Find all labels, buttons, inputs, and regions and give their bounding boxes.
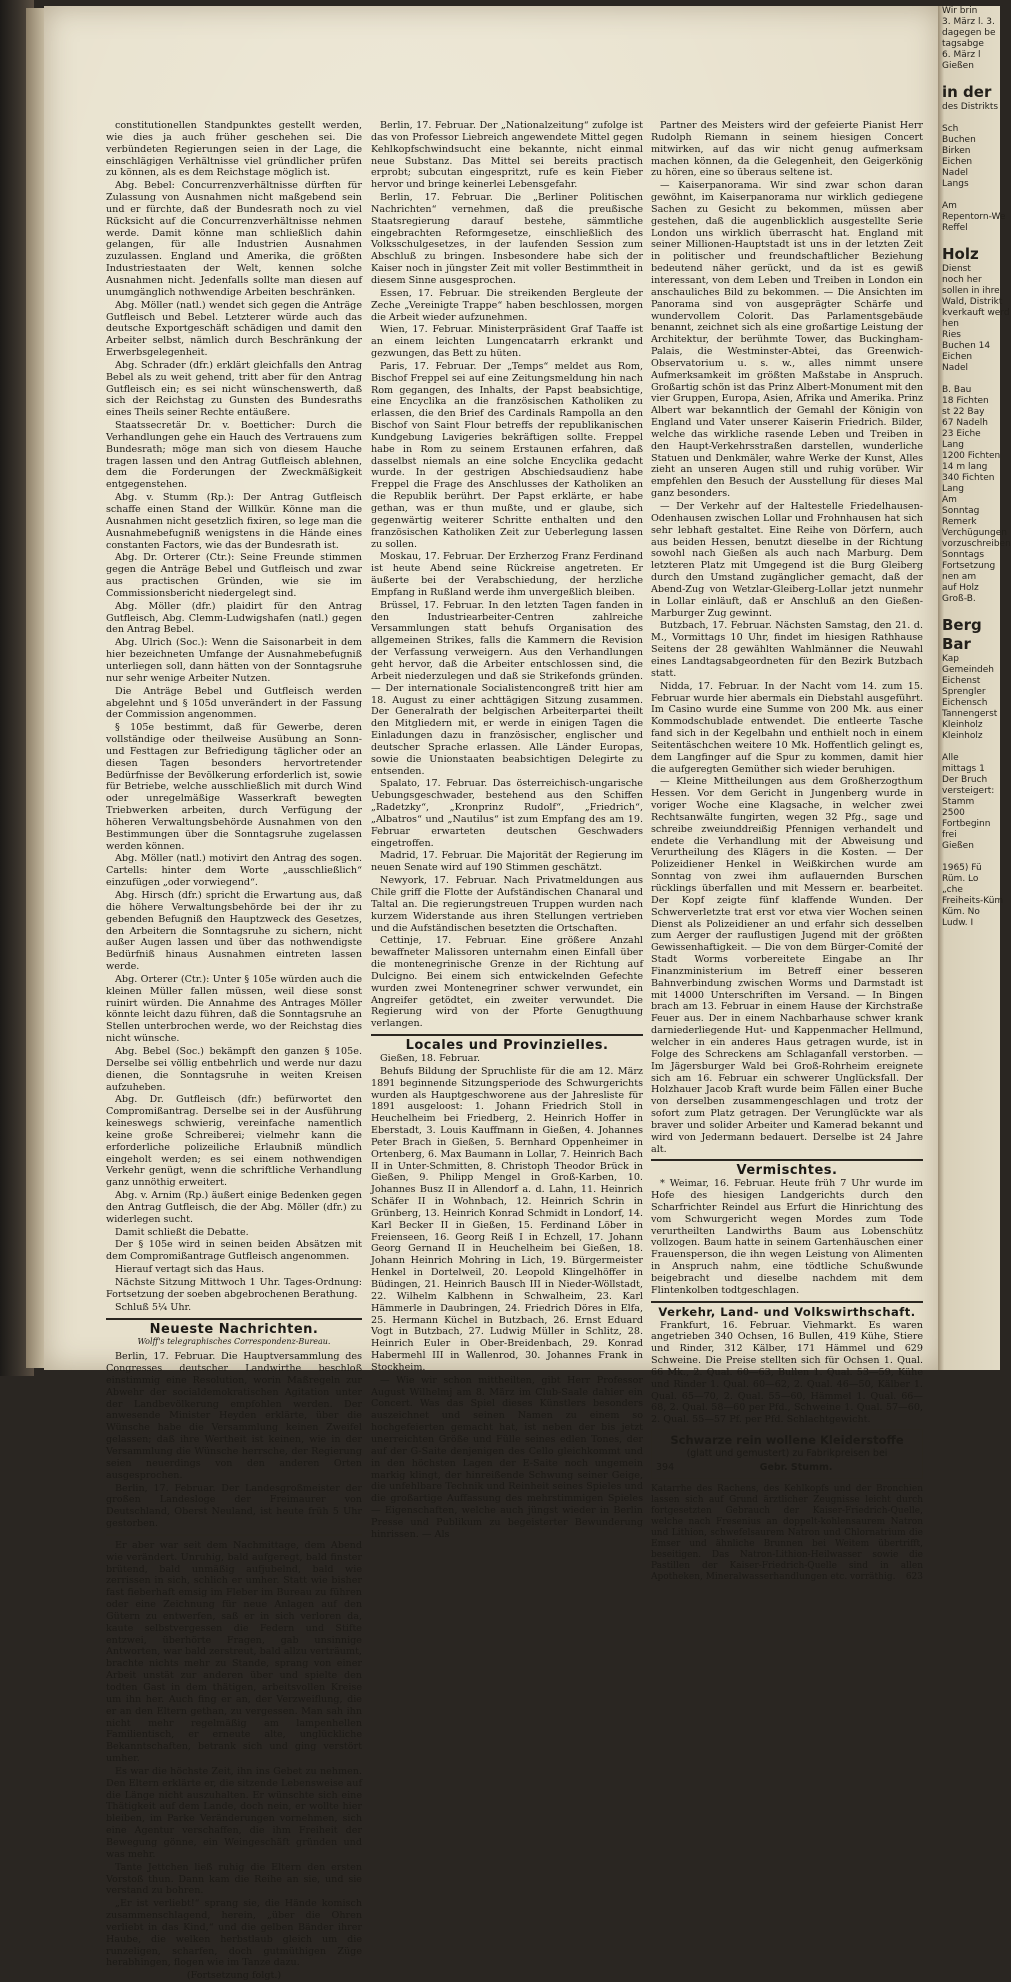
divider bbox=[651, 1159, 923, 1161]
right-page-line bbox=[942, 374, 1002, 385]
right-page-line: noch her bbox=[942, 275, 982, 285]
right-page-line: Fortbeginn bbox=[942, 819, 991, 829]
right-page-line: Kap bbox=[942, 654, 959, 664]
divider bbox=[106, 1534, 362, 1536]
article-paragraph: Die Anträge Bebel und Gutfleisch werden abgelehnt und § 105d unverändert in der Fassung der Commission angenommen. bbox=[106, 685, 362, 721]
news-agency-line: Wolff's telegraphisches Correspondenz-Bureau. bbox=[137, 1337, 331, 1347]
right-page-line: versteigert: bbox=[942, 786, 995, 796]
market-report: Frankfurt, 16. Februar. Viehmarkt. Es waren angetrieben 340 Ochsen, 16 Bullen, 419 Kühe, Stiere und Rinder, 312 Kälber, 171 Hämmel und 629 Schweine. Die Preise stellten sich für Ochsen 1. Qual. 66 Mk., 2. Qual. 60—63, Bullen 1. Qual. 53—59, Kühe und Rinder 1. Qual. 60—62, 2. Qual. 46—50, Kälber 1. Qual. 65—70, 2. Qual. 55—60, Hämmel 1. Qual. 66—68, 2. Qual. 58—60 per Pfd., Schweine 1. Qual. 57—60, 2. Qual. 55—57 Pf. per Pfd. Schlachtgewicht. bbox=[651, 1319, 923, 1426]
article-paragraph: Abg. Bebel: Concurrenzverhältnisse dürften für Zulassung von Ausnahmen nicht maßgebend sein und er fürchte, daß der Bundesrath noch zu viel Rücksicht auf die Concurrenzverhältnisse nehmen werde. Damit könne man schließlich dahin gelangen, für alle Industrien Ausnahmen zuzulassen. England und Amerika, die größten Industriestaaten der Welt, kennen solche Ausnahmen nicht. Jedenfalls sollte man diesen auf unumgänglich nothwendige Arbeiten beschränken. bbox=[106, 180, 362, 298]
parliament-report bbox=[106, 120, 362, 1314]
right-page-line: 2500 bbox=[942, 808, 965, 818]
right-page-line: Dienst bbox=[942, 264, 971, 274]
right-page-line: frei bbox=[942, 830, 957, 840]
right-page-line: Ries bbox=[942, 330, 961, 340]
news-item: Cettinje, 17. Februar. Eine größere Anzahl bewaffneter Malissoren unternahm einen Einfall über die montenegrinische Grenze in der Richtung auf Dulcigno. Bei einem sich entwickelnden Gefechte wurden zwei Montenegriner schwer verwundet, ein Angreifer getödtet, ein zweiter verwundet. Die Regierung wird von der Pforte Genugthuung verlangen. bbox=[371, 935, 643, 1030]
right-page-line: Bar bbox=[942, 635, 971, 653]
right-page-line: Kleinholz bbox=[942, 720, 983, 730]
right-page-line: Groß-B. bbox=[942, 594, 976, 604]
article-paragraph: Abg. Dr. Gutfleisch (dfr.) befürwortet den Compromißantrag. Derselbe sei in der Ausführung keineswegs schwierig, vereinfache namentlich keine große Schreiberei; vielmehr kann die erforderliche polizeiliche Erlaubniß mündlich eingeholt werden; es sei einem nothwendigen Verkehr genügt, wenn die schriftliche Verhandlung ganz unnöthig erweitert. bbox=[106, 1094, 362, 1189]
article-paragraph: Abg. Orterer (Ctr.): Unter § 105e würden auch die kleinen Müller fallen müssen, weil diese sonst ruinirt würden. Die Annahme des Antrages Möller könnte leicht dazu führen, daß die Sonntagsruhe an Stellen unterbrochen werde, wo der Reichstag dies nicht wünsche. bbox=[106, 973, 362, 1045]
ad-headline: Schwarze rein wollene Kleiderstoffe bbox=[670, 1433, 904, 1448]
ad-firm: Gebr. Stumm. bbox=[759, 1462, 833, 1474]
local-item: Partner des Meisters wird der gefeierte Pianist Herr Rudolph Riemann in seinem hiesigen Concert mitwirken, auf das wir nicht genug aufmerksam machen können, da die Gelegenheit, den Geigerkönig zu hören, eine so überaus seltene ist. bbox=[651, 120, 923, 179]
article-paragraph: Abg. Hirsch (dfr.) spricht die Erwartung aus, daß die höhere Verwaltungsbehörde bei der ihr zu gebenden Befugniß den Hauptzweck des Gesetzes, den Arbeitern die Sonntagsruhe zu sichern, nicht außer Augen lassen und über das nothwendigste Bedürfniß hinaus Ausnahmen eintreten lassen werde. bbox=[106, 890, 362, 973]
ad2-text: Katarrhe des Rachens, des Kehlkopfs und der Bronchien lassen sich auf Grund ärztlicher Zeugnisse leicht durch fortgesetzten Gebrauch der Kaiser-Friedrich-Quelle, welche nach Fresenius an doppelt-kohlensaurem Natron und Lithion, schwefelsaurem Natron und Chlornatrium die Emser und ähnliche Brunnen bei Weitem übertrifft, beseitigen. Das Natron-Lithion-Heilwasser sowie die Pastillen der Kaiser-Friedrich-Quelle sind in allen Apotheken, Mineralwasserhandlungen etc. vorräthig. bbox=[651, 1484, 923, 1583]
article-paragraph: constitutionellen Standpunktes gestellt werden, wie dies ja auch früher geschehen sei. Die verbündeten Regierungen seien in der Lage, die einschlägigen Verhältnisse viel gründlicher prüfen zu können, als es dem Reichstage möglich ist. bbox=[106, 120, 362, 179]
right-page-line: Küm. No bbox=[942, 907, 980, 917]
local-news-continued bbox=[651, 120, 923, 1155]
news-item: Newyork, 17. Februar. Nach Privatmeldungen aus Chile griff die Flotte der Aufständischen Chanaral und Taltal an. Die regierungstreuen Truppen wurden nach kurzem Widerstande aus ihren Stellungen vertrieben und die Aufständischen besetzten die Ortschaften. bbox=[371, 875, 643, 934]
news-item: Berlin, 17. Februar. Die „Berliner Politischen Nachrichten“ vernehmen, daß die preußische Staatsregierung darauf bestehe, sämmtliche eingebrachten Reformgesetze, einschließlich des Volksschulgesetzes, in der laufenden Session zum Abschluß zu bringen. Insbesondere habe sich der Kaiser noch in jüngster Zeit mit voller Bestimmtheit in diesem Sinne ausgesprochen. bbox=[371, 192, 643, 286]
right-page-line: Gießen bbox=[942, 61, 974, 71]
right-page-line: Eichenst bbox=[942, 676, 981, 686]
right-page-line: 340 Fichten bbox=[942, 473, 995, 483]
right-page-line: Birken bbox=[942, 146, 971, 156]
right-page-line: B. Bau bbox=[942, 385, 972, 395]
article-paragraph: Abg. Schrader (dfr.) erklärt gleichfalls den Antrag Bebel als zu weit gehend, tritt aber für den Antrag Gutfleisch ein; es sei nicht wünschenswerth, daß sich der Reichstag zu Gunsten des Bundesraths eines Theils seiner Rechte entäußere. bbox=[106, 359, 362, 419]
story-paragraph: Es war die höchste Zeit, ihn ins Gebet zu nehmen. Den Eltern erklärte er, die sitzende Lebensweise auf die Länge nicht auszuhalten. Er wünschte sich eine Thätigkeit auf dem Lande, doch nein, er wollte hier bleiben, im Parke Veränderungen vornehmen, sich eine Agentur verschaffen, die ihm Freiheit der Bewegung gönne, ein Weingeschäft gründen und was mehr. bbox=[106, 1765, 362, 1860]
right-page-line: Freiheits-Küm bbox=[942, 896, 1004, 906]
right-page-line: Sonntags bbox=[942, 550, 985, 560]
right-page-line: Reffel bbox=[942, 223, 968, 233]
local-item: — Wie wir schon mittheilten, gibt Herr Professor August Wilhelmj am 8. März im Club-Saale dahier ein Concert. Was das Spiel dieses Künstlers besonders auszeichnet und seinen Namen zu einem so hochgefeierten gemacht hat, ist neben der bis jetzt unerreichten Größe und Fülle seines edlen Tones, der auf der G-Saite denjenigen des Cello gleichkommt und in den höchsten Lagen der E-Saite noch ungemein markig klingt, der hinreißende Schwung seiner Geige, die unfehlbare Technik und Reinheit seines Spieles und die großartige Auffassung des mehrstimmigen Spieles — Eigenschaften, welche auch jüngst wieder in Berlin Presse und Publikum zu begeisterter Bewunderung hinrissen. — Als bbox=[371, 1374, 643, 1540]
right-page-line: Lang bbox=[942, 440, 964, 450]
newspaper-page bbox=[44, 6, 940, 1982]
right-page-line: Stamm bbox=[942, 797, 975, 807]
article-paragraph: Abg. Möller (natl.) motivirt den Antrag des sogen. Cartells: hinter dem Worte „ausschließlich“ einzufügen „oder vorwiegend“. bbox=[106, 853, 362, 889]
section-heading-news: Neueste Nachrichten. bbox=[149, 1321, 319, 1337]
article-paragraph: Schluß 5¼ Uhr. bbox=[115, 1301, 192, 1313]
right-page-line bbox=[942, 234, 1002, 245]
article-paragraph: Der § 105e wird in seinen beiden Absätzen mit dem Compromißantrage Gutfleisch angenommen. bbox=[106, 1239, 362, 1263]
right-page-edge bbox=[938, 6, 1011, 1370]
section-heading-locales: Locales und Provinzielles. bbox=[405, 1038, 609, 1054]
right-page-line: „che bbox=[942, 885, 963, 895]
right-page-line: 6. März l bbox=[942, 50, 981, 60]
news-item: Moskau, 17. Februar. Der Erzherzog Franz Ferdinand ist heute Abend seine Rückreise angetreten. Er äußerte bei der Verabschiedung, der herzliche Empfang in Rußland werde ihm unvergeßlich bleiben. bbox=[371, 551, 643, 598]
article-paragraph: Nächste Sitzung Mittwoch 1 Uhr. Tages-Ordnung: Fortsetzung der soeben abgebrochenen Berathung. bbox=[106, 1277, 362, 1300]
right-page-fragments bbox=[942, 6, 1011, 929]
story-paragraph: Tante Jettchen ließ ruhig die Eltern den ersten Vorstoß thun. Dann kam die Reihe an sie, und sie verstand zu bohren. bbox=[106, 1861, 362, 1897]
right-page-line: Nadel bbox=[942, 168, 968, 178]
advertisement-stumm bbox=[651, 1429, 923, 1479]
ad-number: 394 bbox=[656, 1462, 675, 1474]
telegram-news bbox=[371, 120, 643, 1030]
right-page-line: Ludw. I bbox=[942, 918, 974, 928]
left-page-edge bbox=[26, 8, 46, 1368]
right-page-line: vorzuschreiben bbox=[942, 539, 1011, 549]
vermischtes-article: * Weimar, 16. Februar. Heute früh 7 Uhr wurde im Hofe des hiesigen Landgerichts durch den Scharfrichter Reindel aus Erfurt die Hinrichtung des vom Schwurgericht wegen Mordes zum Tode verurtheilten Landwirths Baum aus Lobenschütz vollzogen. Baum hatte in seinem Gartenhäuschen einer Frauensperson, die ihn wegen Leistung von Alimenten in Anspruch nahm, eine tödtliche Schußwunde beigebracht und dieselbe nachdem mit dem Flintenkolben todtgeschlagen. bbox=[651, 1178, 923, 1296]
story-paragraph: Er aber war seit dem Nachmittage, dem Abend wie verändert. Unruhig, bald aufgeregt, bald finster brütend, bald unmäßig aufjubelnd, bald wie zerrissen in sich, schlich er umher. Statt wie bisher fast fieberhaft emsig im Fleber im Bureau zu führen oder eine Zeichnung für neue Anlagen auf den Gütern zu entwerfen, saß er in sich verloren da, kaute selbstvergessen die Federn und Stifte entzwei, überhörte Fragen, gab unsinnige Antworten, war bald zerstreut, bald allzu verträumt, brachte nichts mehr zu Stande, sprang von einer Arbeit unstät zur anderen über und spielte den todten Gast in dem thätigen, arbeitsvollen Kreise um ihn her. Auch fing er an, der Verzweiflung, die er an den Eltern gethan, zu vergessen. Man sah ihn nicht mehr regelmäßig am lampenhellen Familientisch, er erneute alte, unglückliche Bekanntschaften, betrank sich und ging verstört umher. bbox=[106, 1539, 362, 1765]
news-item: Essen, 17. Februar. Die streikenden Bergleute der Zeche „Vereinigte Trappe“ haben beschlossen, morgen die Arbeit wieder aufzunehmen. bbox=[371, 287, 643, 323]
article-paragraph: Abg. Bebel (Soc.) bekämpft den ganzen § 105e. Derselbe sei völlig entbehrlich und werde nur dazu dienen, die Sonntagsruhe in weiten Kreisen aufzuheben. bbox=[106, 1045, 362, 1093]
section-heading-market: Verkehr, Land- und Volkswirthschaft. bbox=[658, 1304, 916, 1319]
right-page-line: sollen in ihre bbox=[942, 286, 1000, 296]
right-page-line: Verchügungen bbox=[942, 528, 1007, 538]
right-page-line: Rüm. Lo bbox=[942, 874, 979, 884]
right-page-line: Gießen bbox=[942, 841, 974, 851]
local-news bbox=[371, 1053, 643, 1541]
article-paragraph: Hierauf vertagt sich das Haus. bbox=[115, 1264, 265, 1276]
article-paragraph: Damit schließt die Debatte. bbox=[115, 1226, 249, 1238]
divider bbox=[371, 1034, 643, 1036]
right-page-line: Fortsetzung bbox=[942, 561, 996, 571]
right-page-line: Kleinholz bbox=[942, 731, 983, 741]
right-page-line: 3. März l. 3. bbox=[942, 17, 995, 27]
right-page-line: Repentorn-We bbox=[942, 212, 1006, 222]
right-page-line: Holz bbox=[942, 245, 979, 263]
right-page-line: Sprengler bbox=[942, 687, 986, 697]
right-page-line: kverkauft werd bbox=[942, 308, 1010, 318]
right-page-line: Eichen bbox=[942, 352, 973, 362]
news-item: Wien, 17. Februar. Ministerpräsident Graf Taaffe ist an einem leichten Lungencatarrh erkrankt und gezwungen, das Bett zu hüten. bbox=[371, 324, 643, 360]
article-paragraph: Abg. Möller (dfr.) plaidirt für den Antrag Gutfleisch, Abg. Clemm-Ludwigshafen (natl.) gegen den Antrag Bebel. bbox=[106, 600, 362, 636]
article-paragraph: Staatssecretär Dr. v. Boetticher: Durch die Verhandlungen gehe ein Hauch des Vertrauens zum Bundesrath; möge man sich von diesem Hauche tragen lassen und den Antrag Gutfleisch ablehnen, dem die Forderungen der Zweckmäßigkeit entgegenstehen. bbox=[106, 420, 362, 491]
right-page-line: Sch bbox=[942, 124, 959, 134]
right-page-line bbox=[942, 113, 1002, 124]
right-page-line: nen am bbox=[942, 572, 977, 582]
story-continuation: (Fortsetzung folgt.) bbox=[186, 1970, 282, 1982]
right-page-line: st 22 Bay bbox=[942, 407, 985, 417]
right-page-line bbox=[942, 742, 1002, 753]
article-paragraph: Abg. v. Stumm (Rp.): Der Antrag Gutfleisch schaffe einen Stand der Willkür. Könne man die Ausnahmen nicht gesetzlich fixiren, so lege man die Ausnahmebefugniß wenigstens in die Hände eines constanten Factors, wie das der Bundesrath ist. bbox=[106, 492, 362, 551]
local-item: — Kleine Mittheilungen aus dem Großherzogthum Hessen. Vor dem Gericht in Jungenberg wurde in voriger Woche eine Klagsache, in welcher zwei Rechtsanwälte fungirten, wegen 32 Pfg., sage und schreibe zweiunddreißig Pfennigen verhandelt und endete die Verhandlung mit der Abweisung und Verurtheilung des Klägers in die Kosten. — Der Polizeidiener Henkel in Weißkirchen wurde am Sonntag von zwei ihm auflauernden Burschen rücklings überfallen und mit Messern er. bearbeitet. Der Kopf zeigte fünf klaffende Wunden. Der Schwerverletzte trat erst vor etwa vier Wochen seinen Dienst als Polizeidiener an und erfahr sich desselben zum Aerger der rauflustigen Jugend mit der größten Gewissenhaftigkeit. — Die von dem Bürger-Comité der Stadt Worms vorbereitete Eingabe an Ihr Finanzministerium im Betreff einer besseren Bahnverbindung zwischen Worms und Darmstadt ist mit 14000 Unterschriften im Versand. — In Bingen brach am 13. Februar in einem Hause der Kirchstraße Feuer aus. Der in einem Nachbarhause schwer krank darniederliegende Hut- und Kappenmacher Hellmund, welcher in ein anderes Haus getragen wurde, ist in Folge des Schreckens am Schlaganfall verstorben. — Im Jägersburger Wald bei Groß-Rohrheim ereignete sich am 16. Februar ein schwerer Unglücksfall. Der Holzhauer Jacob Kraft wurde beim Fällen einer Buche von derselben zusammengeschlagen und trotz der sofort zum Platz getragen. Der Verunglückte war als braver und solider Arbeiter und Kamerad bekannt und wird von Jedermann bedauert. Derselbe ist 24 Jahre alt. bbox=[651, 776, 923, 1155]
ad-subline: (glatt und gemustert) zu Fabrikpreisen bei bbox=[686, 1448, 888, 1460]
right-page-line: 67 Nadelh bbox=[942, 418, 989, 428]
right-page-line bbox=[942, 72, 1002, 83]
article-paragraph: Abg. v. Arnim (Rp.) äußert einige Bedenken gegen den Antrag Gutfleisch, die der Abg. Möller (dfr.) zu widerlegen sucht. bbox=[106, 1190, 362, 1225]
right-page-line: Am bbox=[942, 495, 957, 505]
right-page-line: Eichensch bbox=[942, 698, 988, 708]
right-page-line: 18 Fichten bbox=[942, 396, 989, 406]
right-page-line: dagegen be bbox=[942, 28, 996, 38]
article-paragraph: § 105e bestimmt, daß für Gewerbe, deren vollständige oder theilweise Ausübung an Sonn- und Festtagen zur Befriedigung täglicher oder an diesen Tagen besonders hervortretender Bedürfnisse der Bevölkerung erforderlich ist, sowie für Betriebe, welche ausschließlich mit durch Wind oder unregelmäßige Wasserkraft bewegten Triebwerken arbeiten, durch Verfügung der höheren Verwaltungsbehörde Ausnahmen von den Bestimmungen über die Sonntagsruhe zugelassen werden können. bbox=[106, 722, 362, 852]
right-page-line bbox=[942, 605, 1002, 616]
right-page-line: Sonntag bbox=[942, 506, 980, 516]
local-item: Behufs Bildung der Spruchliste für die am 12. März 1891 beginnende Sitzungsperiode des Schwurgerichts wurden als Hauptgeschworene aus der Jahresliste für 1891 ausgeloost: 1. Johann Friedrich Stoll in Heuchelheim bei Friedberg, 2. Heinrich Hoffer in Eberstadt, 3. Louis Kauffmann in Gießen, 4. Johannes Peter Brach in Gießen, 5. Bernhard Oppenheimer in Ortenberg, 6. Max Baumann in Lollar, 7. Heinrich Bach II in Unter-Schmitten, 8. Christoph Theodor Brück in Gießen, 9. Philipp Mengel in Groß-Karben, 10. Johannes Busz II in Allendorf a. d. Lahn, 11. Heinrich Schäfer II in Wohnbach, 12. Heinrich Schrin in Grünberg, 13. Heinrich Konrad Schmidt in Londorf, 14. Karl Becker II in Gießen, 15. Ferdinand Löber in Freienseen, 16. Georg Reiß I in Echzell, 17. Johann Georg Gernand II in Heuchelheim bei Gießen, 18. Johann Heinrich Mohring in Lich, 19. Bürgermeister Henkel in Dortelweil, 20. Leopold Klingelhöffer in Büdingen, 21. Heinrich Bausch III in Nieder-Wöllstadt, 22. Wilhelm Kalbhenn in Schwalheim, 23. Karl Hämmerle in Daubringen, 24. Friedrich Döres in Elfa, 25. Hermann Küchel in Butzbach, 26. Ernst Eduard Vogt in Butzbach, 27. Ludwig Müller in Schlitz, 28. Heinrich Euler in Ober-Breidenbach, 29. Konrad Habermehl III in Wallenrod, 30. Johannes Frank in Stockheim. bbox=[371, 1065, 643, 1373]
ad2-number: 623 bbox=[905, 1572, 923, 1583]
divider bbox=[106, 1318, 362, 1320]
local-item: Nidda, 17. Februar. In der Nacht vom 14. zum 15. Februar wurde hier abermals ein Diebstahl ausgeführt. Im Casino wurde eine Summe von 200 Mk. aus einer Kommodschublade entwendet. Die entleerte Tasche fand sich in der Kegelbahn und enthielt noch in einem Seitentäschchen weitere 10 Mk. Hoffentlich gelingt es, dem Langfinger auf die Spur zu kommen, damit hier die aufgeregten Gemüther sich wieder beruhigen. bbox=[651, 680, 923, 775]
right-page-line: Der Bruch bbox=[942, 775, 988, 785]
right-page-line: 14 m lang bbox=[942, 462, 988, 472]
right-page-line: 1200 Fichten bbox=[942, 451, 1001, 461]
advertisement-kaiser-friedrich-quelle bbox=[651, 1482, 923, 1585]
right-page-line: Tannengerst bbox=[942, 709, 998, 719]
right-page-line: Remerk bbox=[942, 517, 977, 527]
right-page-line: Alle bbox=[942, 753, 959, 763]
local-item: Gießen, 18. Februar. bbox=[380, 1052, 481, 1064]
news-item: Berlin, 17. Februar. Der „Nationalzeitung“ zufolge ist das von Professor Liebreich angewendete Mittel gegen Kehlkopfschwindsucht eine bekannte, nicht einmal neue Substanz. Das Mittel sei bereits practisch erprobt; subcutan eingespritzt, rufe es kein Fieber hervor und bringe keinerlei Lebensgefahr. bbox=[371, 120, 643, 191]
column-1 bbox=[106, 120, 362, 1982]
divider bbox=[651, 1301, 923, 1303]
local-item: — Der Verkehr auf der Haltestelle Friedelhausen-Odenhausen zwischen Lollar und Frohnhausen hat sich sehr lebhaft gestaltet. Eine Reihe von Dörfern, auch aus beiden Hessen, benutzt dieselbe in der Richtung sowohl nach Gießen als auch nach Marburg. Dem letzteren Platz mit Umgegend ist die Burg Gleiberg durch den Umstand zugänglicher gemacht, daß der Abend-Zug von Wetzlar-Gleiberg-Lollar jetzt nunmehr in Lollar einläuft, daß er Anschluß an den Gießen-Marburger Zug gewinnt. bbox=[651, 501, 923, 619]
latest-news bbox=[106, 1351, 362, 1530]
right-page-line: Langs bbox=[942, 179, 969, 189]
right-page-line: auf Holz bbox=[942, 583, 979, 593]
news-item: Paris, 17. Februar. Der „Temps“ meldet aus Rom, Bischof Freppel sei auf eine Zeitungsmeldung hin nach Rom gegangen, des Inhalts, der Papst beabsichtige, eine Encyclika an die französischen Katholiken zu erlassen, die den Brief des Cardinals Rampolla an den Bischof von Saint Flour betreffs der republikanischen Kundgebung Lavigeries bekräftigen sollte. Freppel habe in Rom zu seinem Erstaunen erfahren, daß dasselbst niemals an eine solche Encyclika gedacht wurde. In der gestrigen Abschiedsaudienz habe Freppel die Frage des Anschlusses der Katholiken an die Republik berührt. Der Papst erklärte, er habe gethan, was er thun mußte, und er glaube, sich gegenwärtig weiterer Schritte enthalten und den französischen Katholiken Zeit zur Ueberlegung lassen zu sollen. bbox=[371, 360, 643, 550]
right-page-line: 23 Eiche bbox=[942, 429, 981, 439]
right-page-line: Buchen 14 bbox=[942, 341, 991, 351]
news-item: Berlin, 17. Februar. Die Hauptversammlung des Congresses deutscher Landwirthe beschloß einstimmig eine Resolution, worin Maßregeln zur Abwehr der socialdemokratischen Agitation unter der Landbevölkerung empfohlen werden. Der anwesende Minister Heyden erklärte, über die Wünsche habe die Versammlung keinen Zweifel gelassen; daß ihre Wertheit ist keinen, wie in der Versammlung die Wünsche herrsche, der Regierung seien neuerdings von den anderen Orten ausgesprochen. bbox=[106, 1351, 362, 1481]
right-page-line: Berg bbox=[942, 616, 982, 634]
news-item: Brüssel, 17. Februar. In den letzten Tagen fanden in den Industriearbeiter-Centren zahlreiche Versammlungen statt behufs Organisation des allgemeinen Strikes, falls die Kammern die Revision der Verfassung verweigern. Aus den Verhandlungen geht hervor, daß die Arbeiter entschlossen sind, die Arbeit niederzulegen und daß sie Strikefonds gründen. — Der internationale Socialistencongreß tritt hier am 18. August zu einer achttägigen Sitzung zusammen. Der Generalrath der belgischen Arbeiterpartei theilt den Mitgliedern mit, er werde in einigen Tagen die Einladungen dazu in französischer, englischer und deutscher Sprache erlassen. Alle Länder Europas, sowie die Unionstaaten beabsichtigen Delegirte zu entsenden. bbox=[371, 599, 643, 777]
article-paragraph: Abg. Ulrich (Soc.): Wenn die Saisonarbeit in dem hier bezeichneten Umfange der Ausnahmebefugniß unterliegen soll, dann hätten von der Sonntagsruhe nur sehr wenige Arbeiter Nutzen. bbox=[106, 637, 362, 684]
right-page-line: in der bbox=[942, 83, 992, 101]
right-page-line: Gemeindeh bbox=[942, 665, 994, 675]
right-page-line: Buchen bbox=[942, 135, 976, 145]
column-2 bbox=[371, 120, 643, 1540]
right-page-line: tagsabge bbox=[942, 39, 984, 49]
right-page-line bbox=[942, 190, 1002, 201]
column-3 bbox=[651, 120, 923, 1583]
right-page-line: Am bbox=[942, 201, 957, 211]
news-item: Berlin, 17. Februar. Der Landesgroßmeister der großen Landesloge der Freimaurer von Deutschland, Oberst Neuland, ist heute früh 5 Uhr gestorben. bbox=[106, 1482, 362, 1530]
news-item: Madrid, 17. Februar. Die Majorität der Regierung im neuen Senate wird auf 190 Stimmen geschätzt. bbox=[371, 850, 643, 874]
news-item: Spalato, 17. Februar. Das österreichisch-ungarische Uebungsgeschwader, bestehend aus den Schiffen „Radetzky“, „Kronprinz Rudolf“, „Friedrich“, „Albatros“ und „Nautilus“ ist zum Empfang des am 19. Februar erwarteten deutschen Geschwaders eingetroffen. bbox=[371, 778, 643, 849]
right-page-line: Nadel bbox=[942, 363, 968, 373]
serial-story bbox=[106, 1540, 362, 1969]
article-paragraph: Abg. Dr. Orterer (Ctr.): Seine Freunde stimmen gegen die Anträge Bebel und Gutfleisch und zwar aus practischen Gründen, wie sie im Commissionsbericht niedergelegt sind. bbox=[106, 552, 362, 599]
local-item: Butzbach, 17. Februar. Nächsten Samstag, den 21. d. M., Vormittags 10 Uhr, findet im hiesigen Rathhause Seitens der 28 gewählten Wahlmänner die Neuwahl eines Landtagsabgeordneten für den Bezirk Butzbach statt. bbox=[651, 620, 923, 679]
right-page-line: Wald, Distrikt bbox=[942, 297, 1003, 307]
right-page-line: 1965) Fü bbox=[942, 863, 982, 873]
right-page-line: mittags 1 bbox=[942, 764, 985, 774]
right-page-line bbox=[942, 852, 1002, 863]
right-page-line: Lang bbox=[942, 484, 964, 494]
section-heading-vermischtes: Vermischtes. bbox=[736, 1163, 838, 1179]
right-page-line: des Distrikts bbox=[942, 102, 999, 112]
right-page-line: Wir brin bbox=[942, 6, 978, 16]
right-page-line: Eichen bbox=[942, 157, 973, 167]
story-paragraph: „Er ist verliebt!“ sprang sie, die Hände komisch zusammenschlagend, herein, „über die Ohren verliebt in das Kind,“ und die gelben Bänder ihrer Haube, die welken herbstlaub gleich um die runzeligen, scharfen, doch gutmüthigen Züge herabhingen, flogen wie im Tanze dazu. bbox=[106, 1898, 362, 1969]
article-paragraph: Abg. Möller (natl.) wendet sich gegen die Anträge Gutfleisch und Bebel. Letzterer würde auch das deutsche Exportgeschäft schädigen und damit den Arbeiter selbst, nämlich durch Beschränkung der Erwerbsgelegenheit. bbox=[106, 299, 362, 359]
right-page-line: hen bbox=[942, 319, 959, 329]
local-item: — Kaiserpanorama. Wir sind zwar schon daran gewöhnt, im Kaiserpanorama nur wirklich gediegene Sachen zu Gesicht zu bekommen, müssen aber gestehen, daß die augenblicklich ausgestellte Serie London uns wirklich überrascht hat. England mit seiner Millionen-Hauptstadt ist uns in der letzten Zeit in politischer und freundschaftlicher Beziehung bedeutend näher gerückt, und da ist es gewiß interessant, von dem Leben und Treiben in London ein anschauliches Bild zu bekommen. — Die Ansichten im Panorama sind von ausgeprägter Schärfe und wundervollem Colorit. Das Parlamentsgebäude benannt, zeichnet sich als eine großartige Leistung der Architektur, der berühmte Tower, das Buckingham-Palais, die Westminster-Abtei, das Greenwich-Observatorium u. s. w., alles nimmt unsere Aufmerksamkeit im größten Maßstabe in Anspruch. Großartig schön ist das Prinz Albert-Monument mit den vier Gruppen, Europa, Asien, Afrika und Amerika. Prinz Albert war bekanntlich der Gemahl der Königin von England und Vater unserer Kaiserin Friedrich. Bilder, welche das wirkliche rasende Leben und Treiben in den Haupt-Verkehrsstraßen darstellen, wunderliche Statuen und Denkmäler, wahre Werke der Kunst, Alles zieht an unseren Augen still und ruhig vorüber. Wir empfehlen den Besuch der Ausstellung für dieses Mal ganz besonders. bbox=[651, 180, 923, 500]
